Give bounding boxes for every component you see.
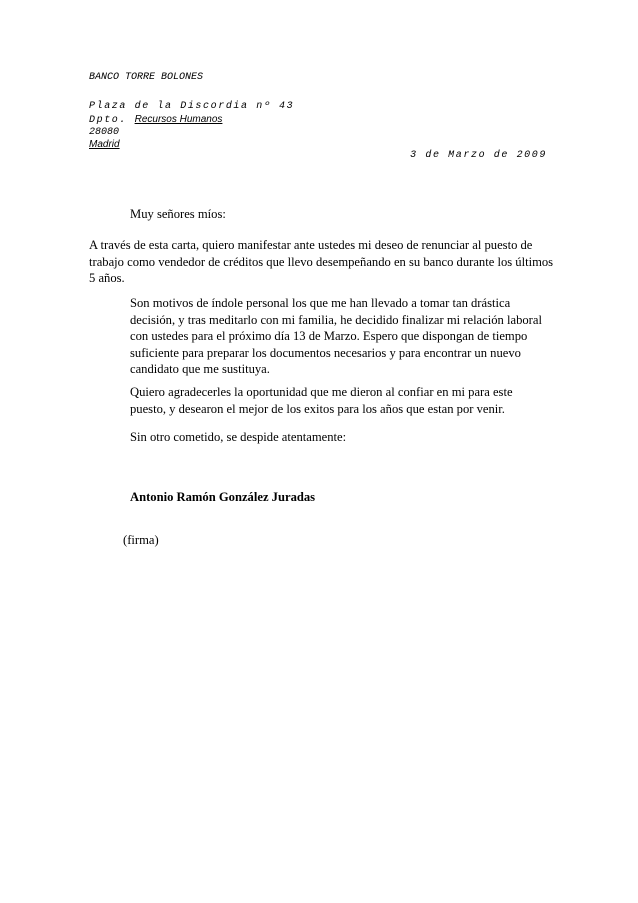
department-name: Recursos Humanos bbox=[134, 114, 223, 125]
department-prefix: Dpto. bbox=[89, 115, 135, 126]
salutation: Muy señores míos: bbox=[130, 207, 226, 221]
paragraph-reasons: Son motivos de índole personal los que me han llevado a tomar tan drástica decisión, y tras meditarlo con mi familia, he decidido finalizar mi relación laboral con ustedes para el próximo día 13 de Marzo. Espero que dispongan de tiempo suficiente para preparar los documentos necesarios y para encontrar un nuevo candidato que me sustituya. bbox=[130, 296, 542, 376]
signature-placeholder: (firma) bbox=[123, 533, 159, 547]
paragraph-thanks: Quiero agradecerles la oportunidad que me dieron al confiar en mi para este puesto, y desearon el mejor de los exitos para los años que estan por venir. bbox=[130, 385, 513, 416]
department-line bbox=[89, 114, 222, 127]
bank-name: BANCO TORRE BOLONES bbox=[89, 72, 204, 83]
letter-date: 3 de Marzo de 2009 bbox=[410, 150, 547, 161]
bank-address: Plaza de la Discordia nº 43 bbox=[89, 101, 295, 112]
city-name: Madrid bbox=[89, 139, 120, 150]
city bbox=[89, 139, 120, 152]
closing-line: Sin otro cometido, se despide atentamente: bbox=[130, 430, 347, 444]
signer-name: Antonio Ramón González Juradas bbox=[130, 490, 316, 504]
paragraph-intro: A través de esta carta, quiero manifestar ante ustedes mi deseo de renunciar al puesto de trabajo como vendedor de créditos que llevo desempeñando en su banco durante los últimos 5 años. bbox=[89, 238, 554, 285]
postal-code: 28080 bbox=[89, 127, 120, 138]
